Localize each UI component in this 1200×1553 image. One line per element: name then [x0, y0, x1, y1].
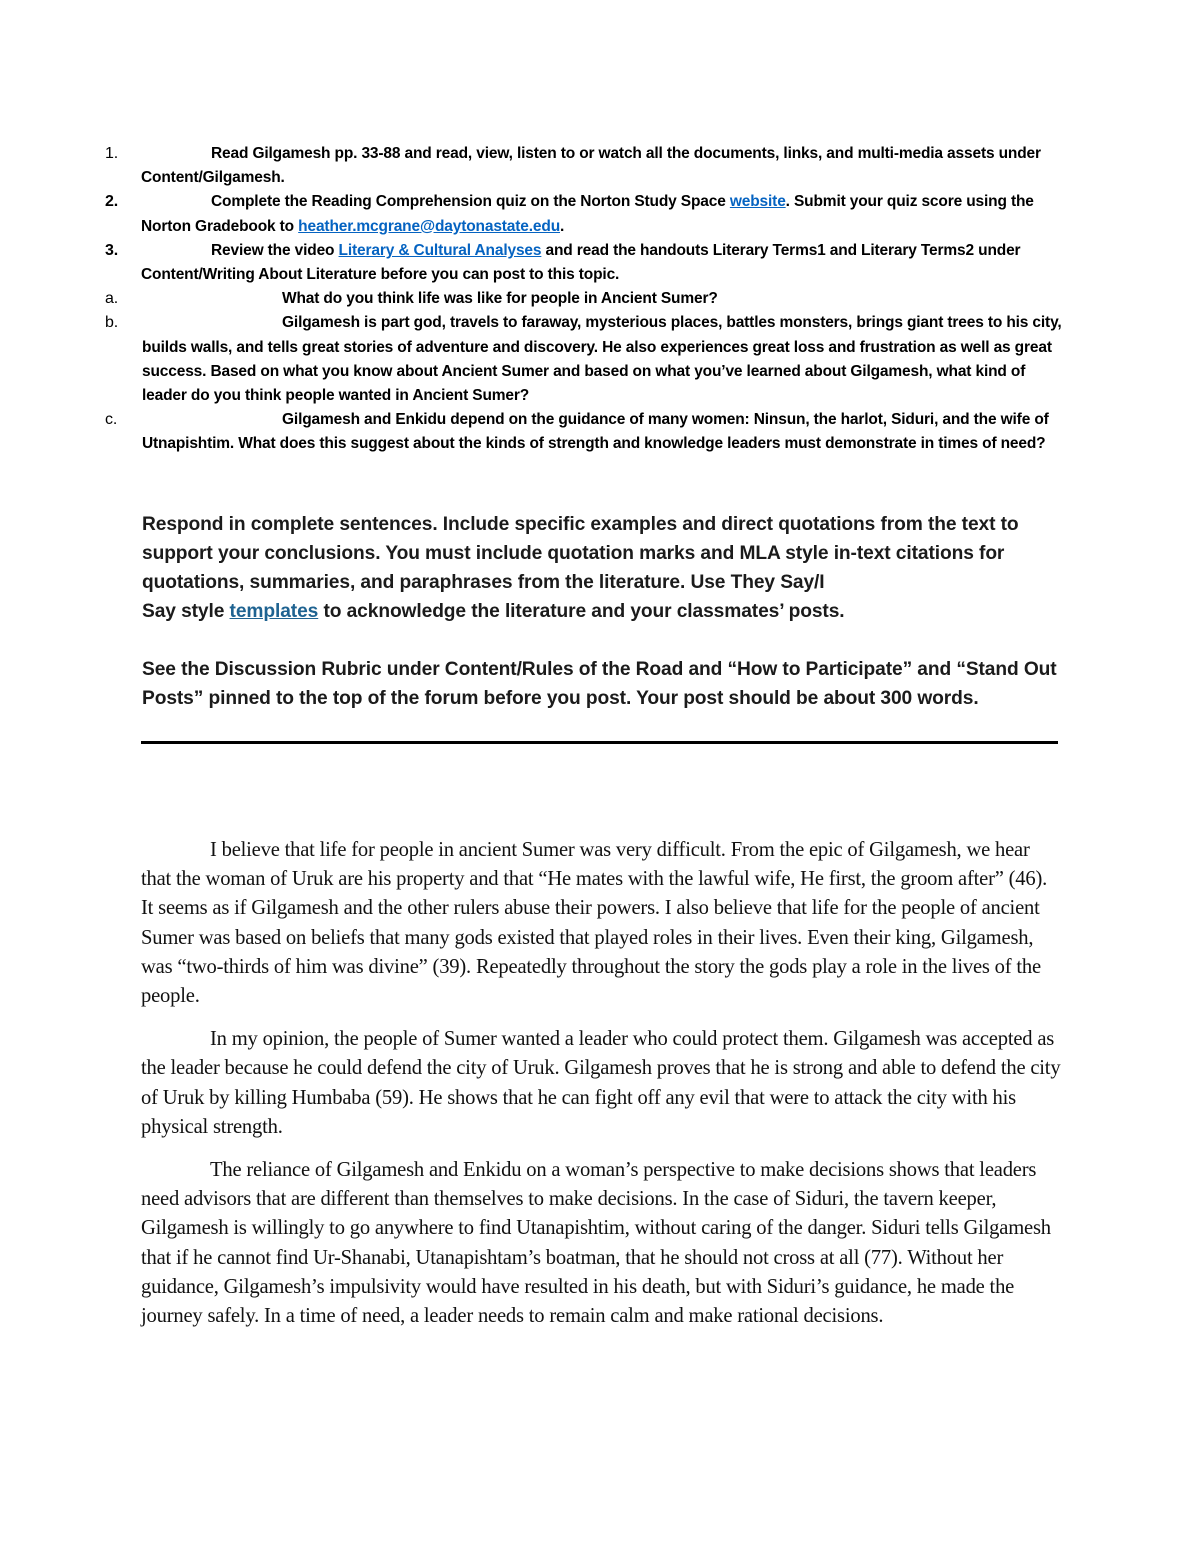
instruction-item-1 — [105, 142, 1065, 190]
essay-paragraph-3: The reliance of Gilgamesh and Enkidu on a woman’s perspective to make decisions shows that leaders need advisors that are different than themselves to make decisions. In the case of Siduri, the tavern keeper, Gilgamesh is willingly to go anywhere to find Utanapishtim, without caring of the danger. Siduri tells Gilgamesh that if he cannot find Ur-Shanabi, Utanapishtam’s boatman, that he should not cross at all (77). Without her guidance, Gilgamesh’s impulsivity would have resulted in his death, but with Siduri’s guidance, he made the journey safely. In a time of need, a leader needs to remain calm and make rational decisions. — [141, 1159, 1051, 1328]
question-b — [105, 311, 1065, 408]
list-marker: 3. — [105, 241, 119, 259]
list-marker: 1. — [105, 145, 119, 162]
video-link[interactable]: Literary & Cultural Analyses — [338, 241, 542, 259]
website-link[interactable]: website — [729, 193, 786, 211]
response-text: Say style — [142, 601, 230, 622]
instruction-text: . — [560, 217, 565, 235]
question-c — [105, 408, 1065, 456]
question-a — [105, 287, 1065, 311]
email-link[interactable]: heather.mcgrane@daytonastate.edu — [298, 217, 561, 235]
instruction-text: . Submit your quiz score using the Norton Gradebook to — [141, 193, 1034, 235]
list-marker: a. — [105, 290, 119, 308]
instruction-list — [105, 142, 1065, 457]
response-text: to acknowledge the literature and your classmates’ posts. — [318, 601, 845, 622]
question-text: Gilgamesh is part god, travels to faraway, mysterious places, battles monsters, brings giant trees to his city, builds walls, and tells great stories of adventure and discovery. He also experiences great loss and frustration as well as great success. Based on what you know about Ancient Sumer and based on what you’ve learned about Gilgamesh, what kind of leader do you think people wanted in Ancient Sumer? — [142, 314, 1062, 405]
essay-body — [141, 836, 1061, 1331]
instruction-text: Review the video — [211, 241, 339, 259]
instruction-text: and read the handouts Literary Terms1 and Literary Terms2 under Content/Writing About Literature before you can post to this topic. — [141, 241, 1021, 284]
response-paragraph-1 — [142, 510, 1062, 626]
question-text: Gilgamesh and Enkidu depend on the guidance of many women: Ninsun, the harlot, Siduri, and the wife of Utnapishtim. What does this suggest about the kinds of strength and knowledge leaders must demonstrate in times of need? — [142, 411, 1049, 453]
list-marker: c. — [105, 411, 118, 429]
templates-link[interactable]: templates — [229, 601, 319, 622]
response-paragraph-2: See the Discussion Rubric under Content/Rules of the Road and “How to Participate” and “Stand Out Posts” pinned to the top of the forum before you post. Your post should be about 300 words. — [142, 659, 1057, 709]
instruction-text: Read Gilgamesh pp. 33-88 and read, view, listen to or watch all the documents, links, and multi-media assets under Content/Gilgamesh. — [141, 145, 1041, 187]
list-marker: b. — [105, 314, 119, 332]
instruction-item-2 — [105, 190, 1065, 238]
question-text: What do you think life was like for people in Ancient Sumer? — [282, 290, 718, 308]
list-marker: 2. — [105, 193, 119, 211]
horizontal-divider — [141, 741, 1058, 744]
essay-paragraph-2: In my opinion, the people of Sumer wanted a leader who could protect them. Gilgamesh was accepted as the leader because he could defend the city of Uruk. Gilgamesh proves that he is strong and able to defend the city of Uruk by killing Humbaba (59). He shows that he can fight off any evil that were to attack the city with his physical strength. — [141, 1028, 1061, 1138]
instruction-item-3 — [105, 239, 1065, 287]
response-text: Respond in complete sentences. Include specific examples and direct quotations from the text to support your conclusions. You must include quotation marks and MLA style in-text citations for quotations, summaries, and paraphrases from the literature. Use They Say/I — [142, 514, 1019, 593]
essay-paragraph-1: I believe that life for people in ancient Sumer was very difficult. From the epic of Gilgamesh, we hear that the woman of Uruk are his property and that “He mates with the lawful wife, He first, the groom after” (46). It seems as if Gilgamesh and the other rulers abuse their powers. I also believe that life for the people of ancient Sumer was based on beliefs that many gods existed that played roles in their lives. Even their king, Gilgamesh, was “two-thirds of him was divine” (39). Repeatedly throughout the story the gods play a role in the lives of the people. — [141, 839, 1048, 1008]
instruction-text: Complete the Reading Comprehension quiz on the Norton Study Space — [211, 193, 730, 211]
response-instructions — [142, 510, 1062, 713]
